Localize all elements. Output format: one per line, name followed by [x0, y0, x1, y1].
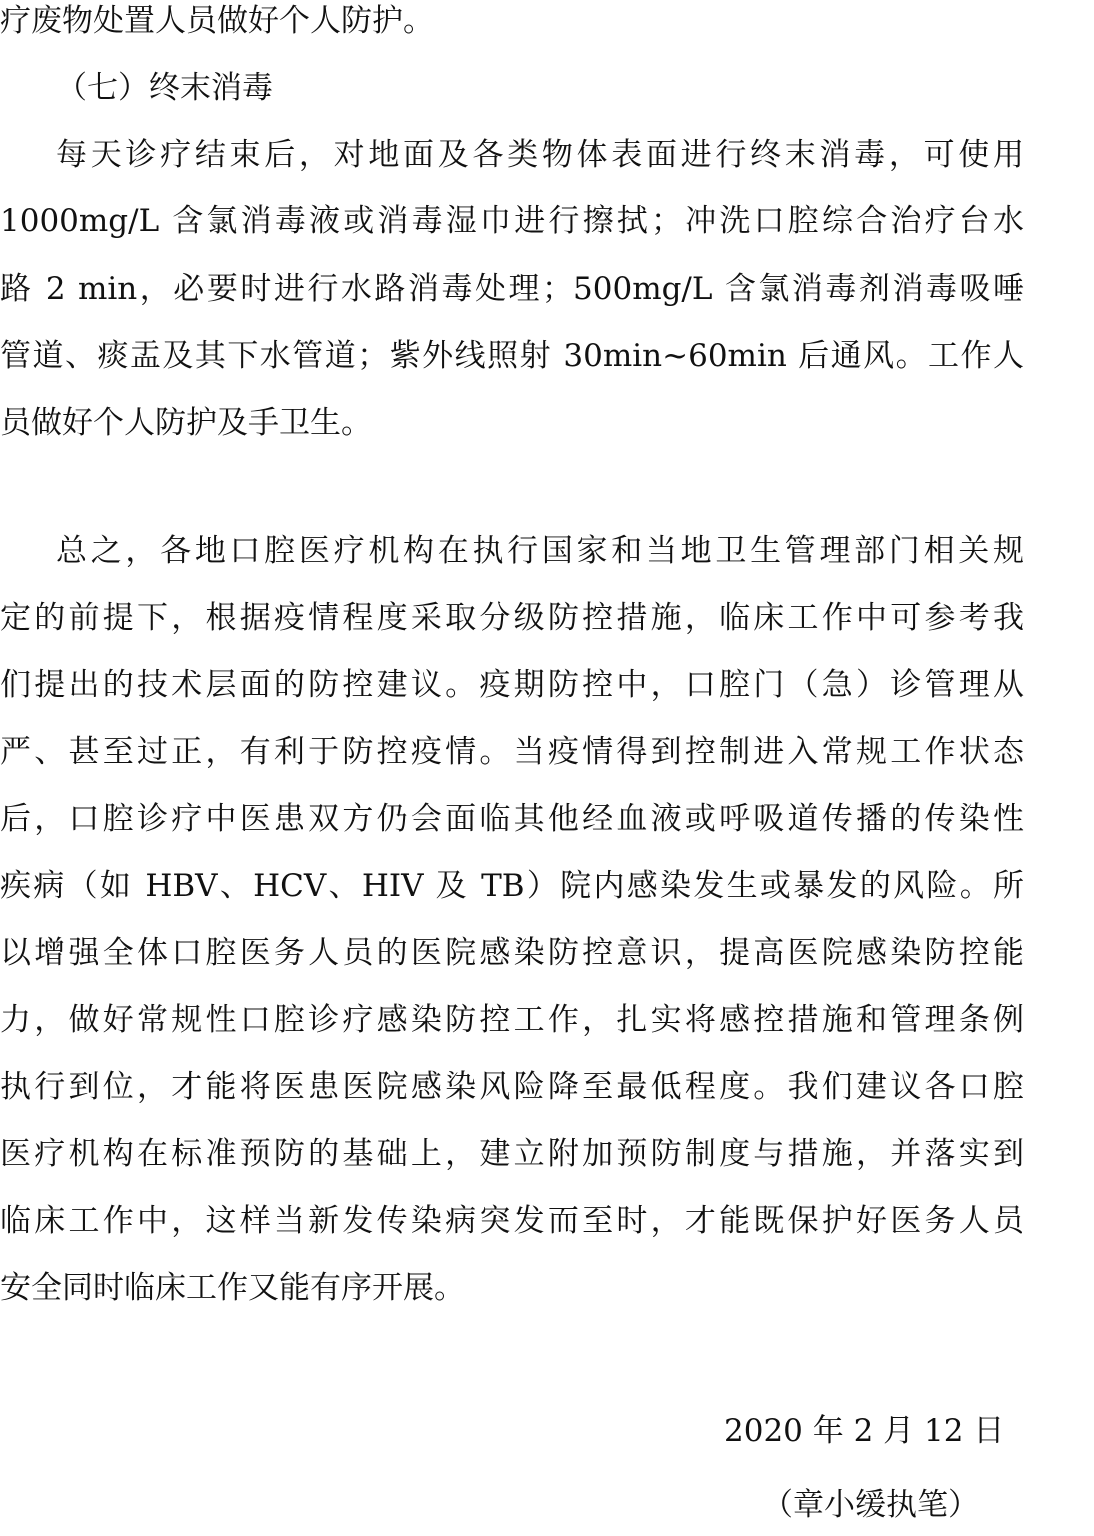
text-line: 临床工作中，这样当新发传染病突发而至时，才能既保护好医务人员	[0, 1203, 1024, 1239]
text-line: 总之，各地口腔医疗机构在执行国家和当地卫生管理部门相关规	[56, 533, 1024, 569]
section-heading: （七）终末消毒	[56, 70, 273, 106]
text-line: 疗废物处置人员做好个人防护。	[0, 3, 434, 39]
author-signature: （章小缓执笔）	[762, 1487, 979, 1523]
text-line: 后，口腔诊疗中医患双方仍会面临其他经血液或呼吸道传播的传染性	[0, 801, 1024, 837]
text-line: 定的前提下，根据疫情程度采取分级防控措施，临床工作中可参考我	[0, 600, 1024, 636]
text-line: 疾病（如 HBV、HCV、HIV 及 TB）院内感染发生或暴发的风险。所	[0, 868, 1024, 904]
text-line: 执行到位，才能将医患医院感染风险降至最低程度。我们建议各口腔	[0, 1069, 1024, 1105]
text-line: 严、甚至过正，有利于防控疫情。当疫情得到控制进入常规工作状态	[0, 734, 1024, 770]
text-line: 安全同时临床工作又能有序开展。	[0, 1270, 465, 1306]
text-line: 医疗机构在标准预防的基础上，建立附加预防制度与措施，并落实到	[0, 1136, 1024, 1172]
text-line: 1000mg/L 含氯消毒液或消毒湿巾进行擦拭；冲洗口腔综合治疗台水	[0, 203, 1024, 239]
text-line: 员做好个人防护及手卫生。	[0, 405, 372, 441]
document-date: 2020 年 2 月 12 日	[724, 1413, 1005, 1449]
text-line: 管道、痰盂及其下水管道；紫外线照射 30min~60min 后通风。工作人	[0, 338, 1024, 374]
text-line: 每天诊疗结束后，对地面及各类物体表面进行终末消毒，可使用	[56, 137, 1024, 173]
text-line: 们提出的技术层面的防控建议。疫期防控中，口腔门（急）诊管理从	[0, 667, 1024, 703]
text-line: 力，做好常规性口腔诊疗感染防控工作，扎实将感控措施和管理条例	[0, 1002, 1024, 1038]
text-line: 路 2 min，必要时进行水路消毒处理；500mg/L 含氯消毒剂消毒吸唾	[0, 271, 1024, 307]
text-line: 以增强全体口腔医务人员的医院感染防控意识，提高医院感染防控能	[0, 935, 1024, 971]
